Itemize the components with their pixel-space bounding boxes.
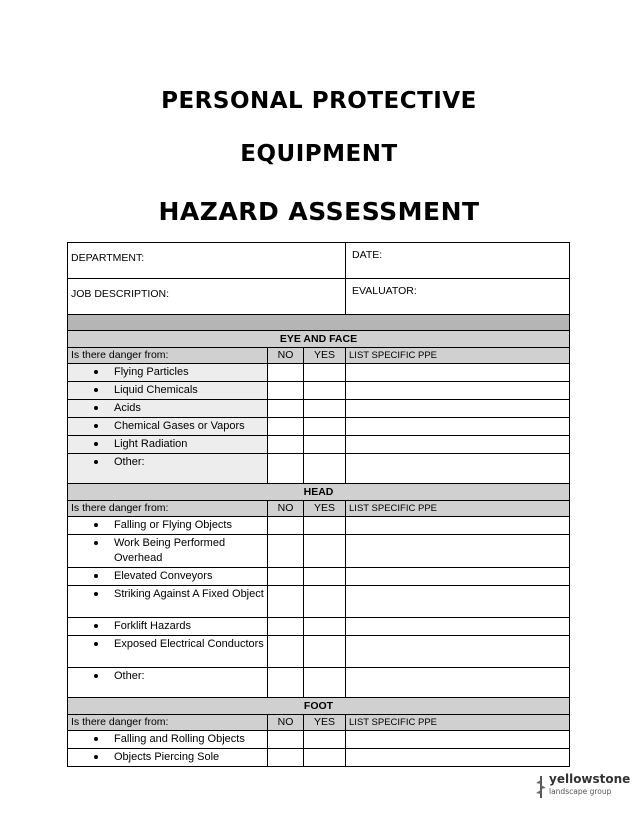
no-cell[interactable] xyxy=(268,731,304,749)
yes-cell[interactable] xyxy=(304,418,346,436)
hazard-item: Falling or Flying Objects xyxy=(68,517,268,535)
hazard-item: Exposed Electrical Conductors xyxy=(68,636,268,668)
no-cell[interactable] xyxy=(268,454,304,484)
no-cell[interactable] xyxy=(268,382,304,400)
ppe-cell[interactable] xyxy=(346,636,570,668)
section-title-eye: EYE AND FACE xyxy=(68,331,570,348)
yes-cell[interactable] xyxy=(304,364,346,382)
yes-cell[interactable] xyxy=(304,436,346,454)
hazard-item: Acids xyxy=(68,400,268,418)
no-header: NO xyxy=(268,501,304,517)
no-cell[interactable] xyxy=(268,568,304,586)
no-cell[interactable] xyxy=(268,668,304,698)
ppe-cell[interactable] xyxy=(346,364,570,382)
no-cell[interactable] xyxy=(268,418,304,436)
ppe-header: LIST SPECIFIC PPE xyxy=(346,348,570,364)
hazard-item: Elevated Conveyors xyxy=(68,568,268,586)
yes-header: YES xyxy=(304,715,346,731)
section-title-head: HEAD xyxy=(68,484,570,501)
no-cell[interactable] xyxy=(268,400,304,418)
no-cell[interactable] xyxy=(268,436,304,454)
yes-header: YES xyxy=(304,501,346,517)
title-line-1: PERSONAL PROTECTIVE xyxy=(161,88,477,114)
question-header: Is there danger from: xyxy=(68,715,268,731)
spacer-row xyxy=(68,315,570,331)
hazard-item: Striking Against A Fixed Object xyxy=(68,586,268,618)
hazard-item: Forklift Hazards xyxy=(68,618,268,636)
department-field[interactable]: DEPARTMENT: xyxy=(68,243,346,279)
hazard-item: Flying Particles xyxy=(68,364,268,382)
assessment-table xyxy=(67,242,570,767)
ppe-cell[interactable] xyxy=(346,418,570,436)
ppe-header: LIST SPECIFIC PPE xyxy=(346,501,570,517)
yes-cell[interactable] xyxy=(304,400,346,418)
no-cell[interactable] xyxy=(268,586,304,618)
ppe-cell[interactable] xyxy=(346,731,570,749)
no-cell[interactable] xyxy=(268,749,304,767)
yes-cell[interactable] xyxy=(304,731,346,749)
title-line-2: EQUIPMENT xyxy=(240,141,398,167)
ppe-cell[interactable] xyxy=(346,436,570,454)
ppe-cell[interactable] xyxy=(346,568,570,586)
yes-cell[interactable] xyxy=(304,382,346,400)
logo-name: yellowstone xyxy=(549,772,631,786)
hazard-item: Falling and Rolling Objects xyxy=(68,731,268,749)
hazard-item: Work Being Performed Overhead xyxy=(68,535,268,568)
no-header: NO xyxy=(268,715,304,731)
evaluator-field[interactable]: EVALUATOR: xyxy=(346,279,570,315)
yes-cell[interactable] xyxy=(304,586,346,618)
question-header: Is there danger from: xyxy=(68,501,268,517)
yes-cell[interactable] xyxy=(304,749,346,767)
hazard-item: Chemical Gases or Vapors xyxy=(68,418,268,436)
ppe-cell[interactable] xyxy=(346,618,570,636)
ppe-cell[interactable] xyxy=(346,668,570,698)
hazard-item: Light Radiation xyxy=(68,436,268,454)
no-cell[interactable] xyxy=(268,618,304,636)
ppe-cell[interactable] xyxy=(346,400,570,418)
no-header: NO xyxy=(268,348,304,364)
ppe-header: LIST SPECIFIC PPE xyxy=(346,715,570,731)
hazard-item-other: Other: xyxy=(68,454,268,484)
job-description-field[interactable]: JOB DESCRIPTION: xyxy=(68,279,346,315)
no-cell[interactable] xyxy=(268,517,304,535)
hazard-item-other: Other: xyxy=(68,668,268,698)
logo-tagline: landscape group xyxy=(549,787,612,796)
ppe-cell[interactable] xyxy=(346,517,570,535)
ppe-cell[interactable] xyxy=(346,586,570,618)
ppe-cell[interactable] xyxy=(346,535,570,568)
yes-cell[interactable] xyxy=(304,568,346,586)
ppe-cell[interactable] xyxy=(346,454,570,484)
ppe-cell[interactable] xyxy=(346,382,570,400)
hazard-item: Objects Piercing Sole xyxy=(68,749,268,767)
yes-cell[interactable] xyxy=(304,454,346,484)
no-cell[interactable] xyxy=(268,636,304,668)
section-title-foot: FOOT xyxy=(68,698,570,715)
yes-cell[interactable] xyxy=(304,618,346,636)
yes-cell[interactable] xyxy=(304,517,346,535)
no-cell[interactable] xyxy=(268,364,304,382)
yes-header: YES xyxy=(304,348,346,364)
ppe-cell[interactable] xyxy=(346,749,570,767)
question-header: Is there danger from: xyxy=(68,348,268,364)
no-cell[interactable] xyxy=(268,535,304,568)
company-logo xyxy=(535,770,631,806)
leaf-icon xyxy=(535,776,547,798)
title-line-3: HAZARD ASSESSMENT xyxy=(158,197,480,226)
yes-cell[interactable] xyxy=(304,668,346,698)
hazard-item: Liquid Chemicals xyxy=(68,382,268,400)
yes-cell[interactable] xyxy=(304,535,346,568)
yes-cell[interactable] xyxy=(304,636,346,668)
date-field[interactable]: DATE: xyxy=(346,243,570,279)
